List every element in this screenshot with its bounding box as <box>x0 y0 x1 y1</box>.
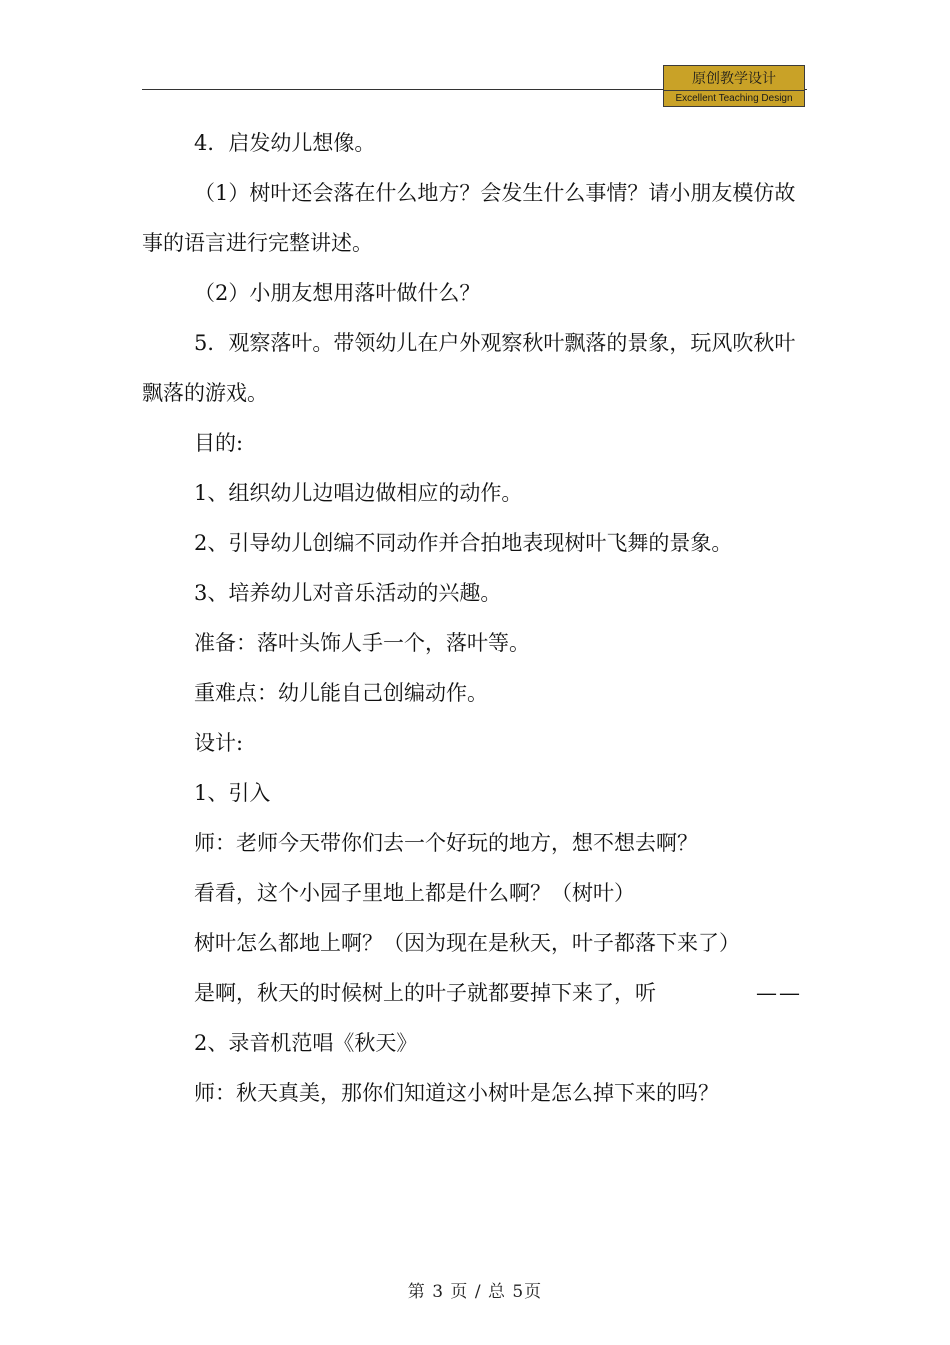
badge-title-en: Excellent Teaching Design <box>664 91 804 106</box>
paragraph: 2、引导幼儿创编不同动作并合拍地表现树叶飞舞的景象。 <box>194 531 733 555</box>
paragraph: 看看，这个小园子里地上都是什么啊？（树叶） <box>194 881 635 905</box>
paragraph: 设计: <box>194 731 244 755</box>
paragraph: 重难点：幼儿能自己创编动作。 <box>194 681 488 705</box>
paragraph: 2、录音机范唱《秋天》 <box>194 1031 418 1055</box>
paragraph: 4．启发幼儿想像。 <box>194 131 376 155</box>
page-footer: 第 3 页 / 总 5页 <box>407 1282 543 1302</box>
paragraph: 1、组织幼儿边唱边做相应的动作。 <box>194 481 523 505</box>
paragraph: （1）树叶还会落在什么地方？会发生什么事情？请小朋友模仿故事的语言进行完整讲述。 <box>142 181 796 255</box>
paragraph: （2）小朋友想用落叶做什么？ <box>194 281 481 305</box>
paragraph: 是啊，秋天的时候树上的叶子就都要掉下来了，听 <box>194 981 656 1005</box>
paragraph-with-dash <box>142 968 802 1018</box>
paragraph: 1、引入 <box>194 781 271 805</box>
dash-mark: —— <box>756 981 802 1005</box>
badge-title-cn: 原创教学设计 <box>664 66 804 91</box>
paragraph: 目的: <box>194 431 244 455</box>
document-body <box>142 118 802 1118</box>
paragraph: 师：老师今天带你们去一个好玩的地方，想不想去啊？ <box>194 831 698 855</box>
paragraph: 准备：落叶头饰人手一个，落叶等。 <box>194 631 530 655</box>
paragraph: 树叶怎么都地上啊？（因为现在是秋天，叶子都落下来了） <box>194 931 740 955</box>
paragraph: 3、培养幼儿对音乐活动的兴趣。 <box>194 581 502 605</box>
header-badge <box>663 65 805 107</box>
paragraph: 5．观察落叶。带领幼儿在户外观察秋叶飘落的景象，玩风吹秋叶飘落的游戏。 <box>142 331 796 405</box>
paragraph: 师：秋天真美，那你们知道这小树叶是怎么掉下来的吗？ <box>194 1081 719 1105</box>
